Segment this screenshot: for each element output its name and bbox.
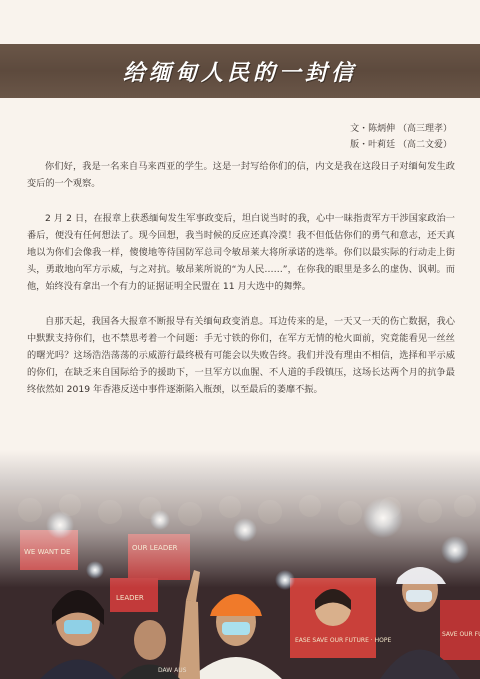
article-body: [27, 158, 455, 416]
article-title: 给缅甸人民的一封信: [122, 59, 357, 86]
layout-credit: 版・叶莉廷 （高二文爱）: [350, 140, 452, 150]
credits: [350, 121, 452, 153]
paragraph-1: 你们好，我是一名来自马来西亚的学生。这是一封写给你们的信，内文是我在这段日子对缅甸发生政变后的一个观察。: [27, 161, 455, 189]
protest-photo: [0, 450, 480, 679]
title-banner: [0, 44, 480, 98]
paragraph-2: 2 月 2 日，在报章上获悉缅甸发生军事政变后，坦白说当时的我，心中一昧指责军方干涉国家政治一番后，便没有任何想法了。现今回想，我当时候的反应还真冷漠！我不但低估你们的勇气和意志，还天真地以为你们会像我一样，傻傻地等待国防军总司令敏昂莱大将所承诺的选举。你们以最实际的行动走上街头，勇敢地向军方示威，与之对抗。敏昂莱所说的“为人民……”，在你我的眼里是多么的虚伪、讽刺。而他，始终没有拿出一个有力的证据证明全民盟在 11 月大选中的舞弊。: [27, 213, 455, 292]
paragraph-3: 自那天起，我国各大报章不断报导有关缅甸政变消息。耳边传来的是，一天又一天的伤亡数据，我心中默默支持你们，也不禁思考着一个问题：手无寸铁的你们，在军方无情的枪火面前，究竟能看见一丝丝的曙光吗？这场浩浩荡荡的示威游行最终极有可能会以失败告终。我们并没有理由不相信，选择和平示威的你们，在缺乏来自国际给予的援助下，一旦军方以血腥、不人道的手段镇压，这场长达两个月的抗争最终依然如 2019 年香港反送中事件逐渐陷入瓶颈，以至最后的萎靡不振。: [27, 316, 455, 395]
protest-photo-illustration: [0, 450, 480, 679]
author-credit: 文・陈炳伸 （高三理孝）: [350, 124, 452, 134]
